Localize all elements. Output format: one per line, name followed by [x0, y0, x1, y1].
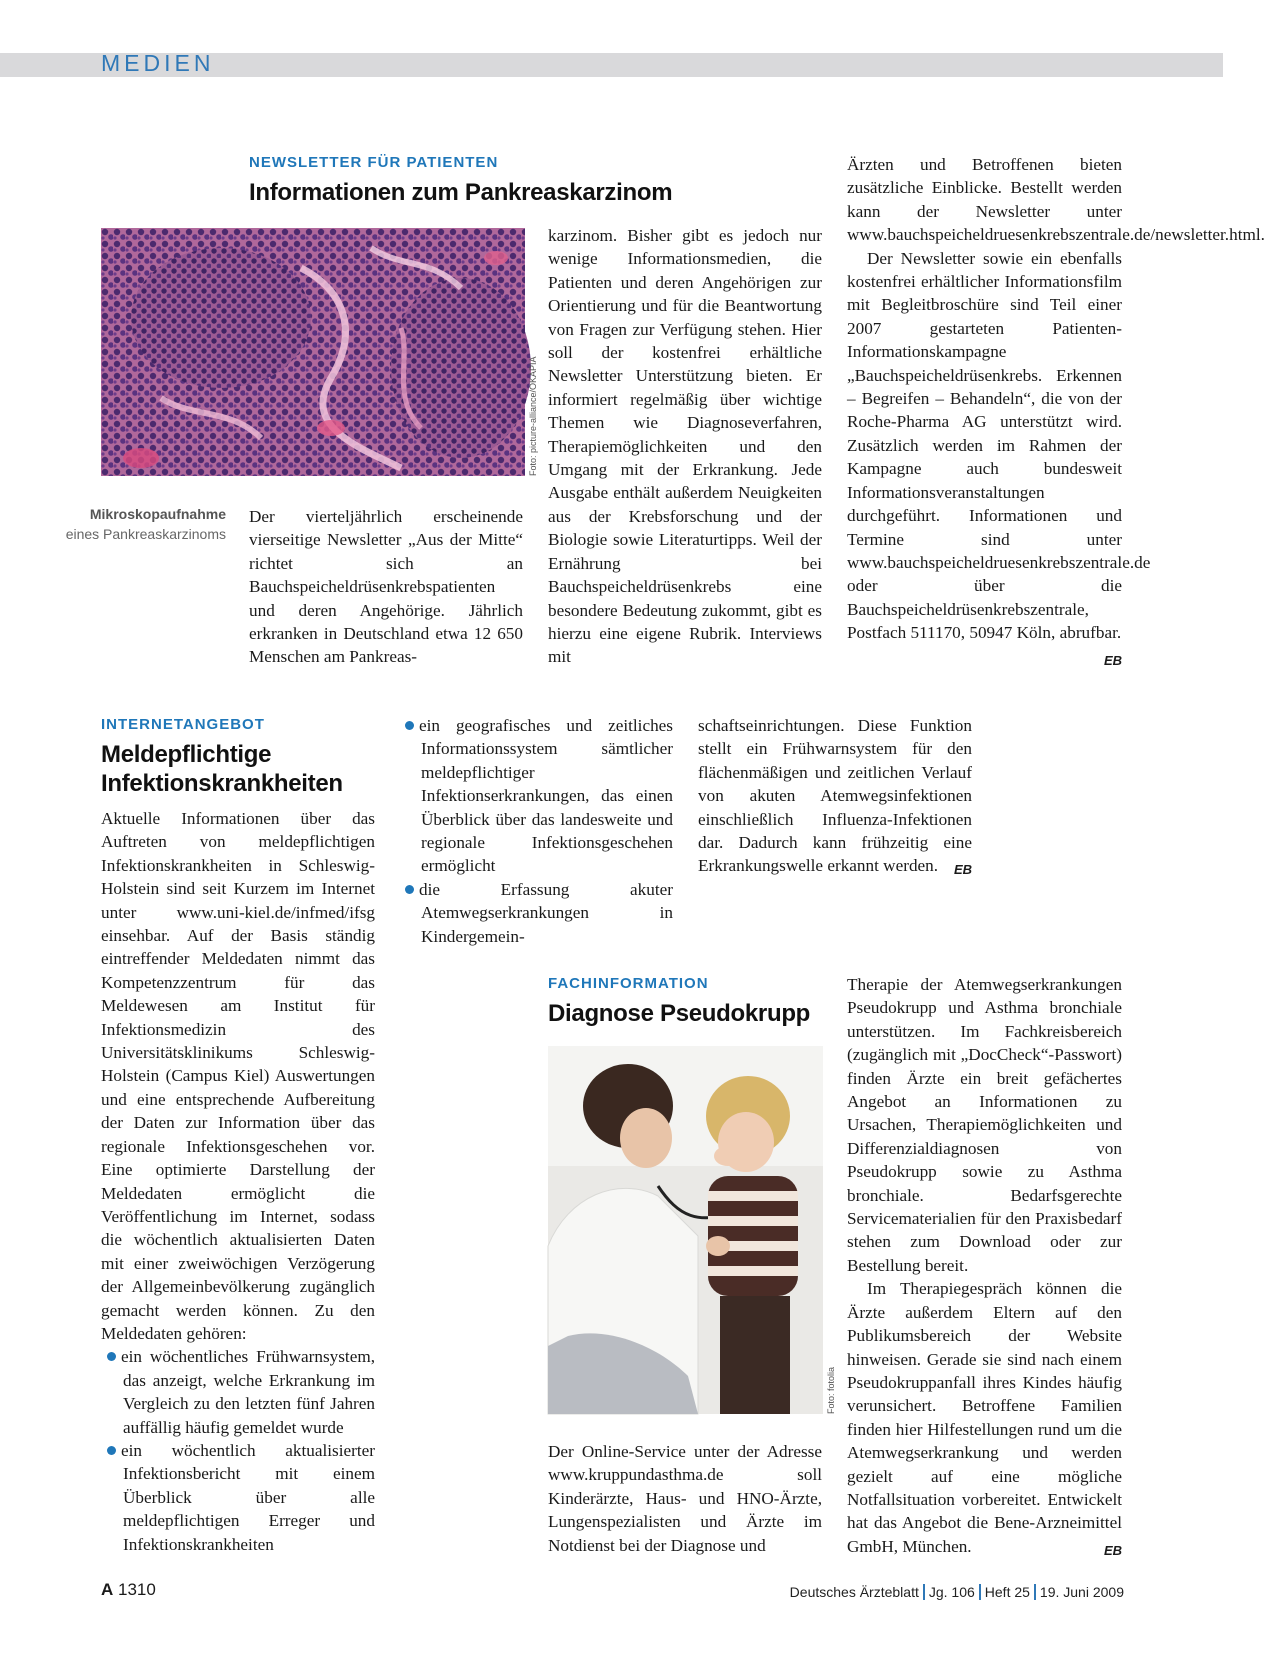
journal-info [790, 1584, 1124, 1600]
article1-col1-text: Der vierteljährlich erscheinende vierseitige Newsletter „Aus der Mitte“ richtet sich an Bauchspeicheldrüsenkrebspatienten und deren Angehörige. Jährlich erkranken in Deutschland etwa 12 650 Menschen am Pankreas- [249, 507, 523, 667]
article2-col3-text: schaftseinrichtungen. Diese Funktion stellt ein Frühwarnsystem für den flächenmäßigen und zeitlichen Verlauf von akuten Atemwegsinfektionen einschließlich Influenza-Infektionen dar. Dadurch kann frühzeitig eine Erkrankungswelle erkannt werden. EB [698, 714, 972, 878]
journal-date: 19. Juni 2009 [1039, 1584, 1124, 1600]
article2-headline [101, 740, 343, 798]
article1-col3-p1: Ärzten und Betroffenen bieten zusätzliche Einblicke. Bestellt werden kann der Newsletter unter www.bauchspeicheldruesenkrebszentrale.de/newsletter.html. [847, 155, 1265, 245]
article1-col3 [847, 153, 1265, 672]
article3-headline: Diagnose Pseudokrupp [548, 1000, 811, 1027]
page-prefix: A [101, 1580, 114, 1599]
bullet-dot [107, 1352, 116, 1361]
article2-col1 [101, 807, 375, 1556]
article1-col3-p2: Der Newsletter sowie ein ebenfalls kostenfrei erhältlicher Informationsfilm mit Begleitbroschüre sind Teil einer 2007 gestarteten Patienten-Informationskampagne „Bauchspeicheldrüsenkrebs. Erkennen – Begreifen – Behandeln“, die von der Roche-Pharma AG unterstützt wird. Zusätzlich werden im Rahmen der Kampagne auch bundesweit Informationsveranstaltungen durchgeführt. Informationen und Termine sind unter www.bauchspeicheldruesenkrebszentrale.de oder über die Bauchspeicheldrüsenkrebszentrale, Postfach 511170, 50947 Köln, abrufbar. EB [847, 247, 1122, 645]
article2-bullet2: ein wöchentlich aktualisierter Infektionsbericht mit einem Überblick über alle meldepflichtigen Erreger und Infektionskrankheiten [101, 1439, 375, 1556]
section-label: MEDIEN [101, 50, 215, 76]
article3-col1-text: Der Online-Service unter der Adresse www.kruppundasthma.de soll Kinderärzte, Haus- und HNO-Ärzte, Lungenspezialisten und Ärzte im Notdienst bei der Diagnose und [548, 1442, 822, 1555]
bullet-dot [405, 885, 414, 894]
page-number-value: 1310 [118, 1580, 156, 1599]
article3-author: EB [1103, 1542, 1122, 1558]
article1-caption [40, 504, 226, 544]
article3-col1 [548, 1440, 822, 1557]
article3-col2-p1: Therapie der Atemwegserkrankungen Pseudokrupp und Asthma bronchiale unterstützen. Im Fachkreisbereich (zugänglich mit „DocCheck“-Passwort) finden Ärzte ein breit gefächertes Angebot an Informationen zu Ursachen, Therapiemöglichkeiten und Differenzialdiagnosen von Pseudokrupp sowie zu Asthma bronchiale. Bedarfsgerechte Servicematerialien für den Praxisbedarf stehen zum Download oder zur Bestellung bereit. [847, 975, 1122, 1275]
article2-col2 [399, 714, 673, 948]
article2-kicker: INTERNETANGEBOT [101, 716, 265, 733]
doctor-child-photo [548, 1046, 823, 1414]
page-number [101, 1580, 156, 1600]
article2-headline-line1: Meldepflichtige [101, 741, 272, 768]
article3-kicker: FACHINFORMATION [548, 975, 709, 992]
journal-volume: Jg. 106 [928, 1584, 975, 1600]
article1-author: EB [1103, 652, 1122, 668]
separator [979, 1584, 981, 1600]
bullet-dot [107, 1446, 116, 1455]
journal-issue: Heft 25 [984, 1584, 1030, 1600]
separator [1034, 1584, 1036, 1600]
article2-headline-line2: Infektionskrankheiten [101, 770, 343, 797]
article2-bullet3: ein geografisches und zeitliches Informationssystem sämtlicher meldepflichtiger Infektionserkrankungen, das einen Überblick über das landesweite und regionale Infektionsgeschehen ermöglicht [399, 714, 673, 878]
caption-rest: eines Pankreaskarzinoms [65, 526, 226, 542]
article2-bullet1: ein wöchentliches Frühwarnsystem, das anzeigt, welche Erkrankung im Vergleich zu den letzten fünf Jahren auffällig häufig gemeldet wurde [101, 1345, 375, 1439]
microscopy-image [101, 228, 525, 476]
article3-photo-credit: Foto: fotolia [826, 1366, 836, 1414]
journal-name: Deutsches Ärzteblatt [789, 1584, 919, 1600]
caption-bold: Mikroskopaufnahme [89, 506, 226, 522]
article1-col2-text: karzinom. Bisher gibt es jedoch nur wenige Informationsmedien, die Patienten und deren Angehörigen zur Orientierung und für die Beantwortung von Fragen zur Verfügung stehen. Hier soll der kostenfrei erhältliche Newsletter Unterstützung bieten. Er informiert regelmäßig über wichtige Themen wie Diagnoseverfahren, Therapiemöglichkeiten und den Umgang mit der Erkrankung. Jede Ausgabe enthält außerdem Neuigkeiten aus der Krebsforschung und der Biologie sowie Literaturtipps. Weil der Ernährung bei Bauchspeicheldrüsenkrebs eine besondere Bedeutung zukommt, gibt es hierzu eine eigene Rubrik. Interviews mit [548, 226, 822, 667]
article3-col2 [847, 973, 1122, 1562]
article1-kicker: NEWSLETTER FÜR PATIENTEN [249, 154, 499, 171]
article1-col1 [249, 505, 523, 669]
article1-col2 [548, 224, 822, 669]
article2-author: EB [953, 862, 972, 878]
article2-col1-text: Aktuelle Informationen über das Auftreten von meldepflichtigen Infektionskrankheiten in Schleswig-Holstein sind seit Kurzem im Internet unter www.uni-kiel.de/infmed/ifsg einsehbar. Auf der Basis ständig eintreffender Meldedaten nimmt das Kompetenzzentrum für das Meldewesen am Institut für Infektionsmedizin des Universitätsklinikums Schleswig-Holstein (Campus Kiel) Auswertungen und eine entsprechende Aufbereitung der Daten zur Information über das regionale Infektionsgeschehen vor. Eine optimierte Darstellung der Meldedaten ermöglicht die Veröffentlichung im Internet, sodass die wöchentlich aktualisierten Daten mit einer zweiwöchigen Verzögerung der Allgemeinbevölkerung zugänglich gemacht werden können. Zu den Meldedaten gehören: [101, 809, 375, 1343]
bullet-dot [405, 721, 414, 730]
article1-headline: Informationen zum Pankreaskarzinom [249, 179, 673, 206]
separator [923, 1584, 925, 1600]
article3-col2-p2: Im Therapiegespräch können die Ärzte außerdem Eltern auf den Publikumsbereich der Website hinweisen. Gerade sie sind nach einem Pseudokruppanfall ihres Kindes häufig verunsichert. Betroffene Familien finden hier Hilfestellungen rund um die Atemwegserkrankung und werden gezielt auf eine mögliche Notfallsituation vorbereitet. Entwickelt hat das Angebot die Bene-Arzneimittel GmbH, München. EB [847, 1277, 1122, 1558]
article2-bullet4: die Erfassung akuter Atemwegserkrankungen in Kindergemein- [399, 878, 673, 948]
article2-col3 [698, 714, 972, 882]
article1-photo-credit: Foto: picture-alliance/OKAPIA [528, 356, 538, 476]
